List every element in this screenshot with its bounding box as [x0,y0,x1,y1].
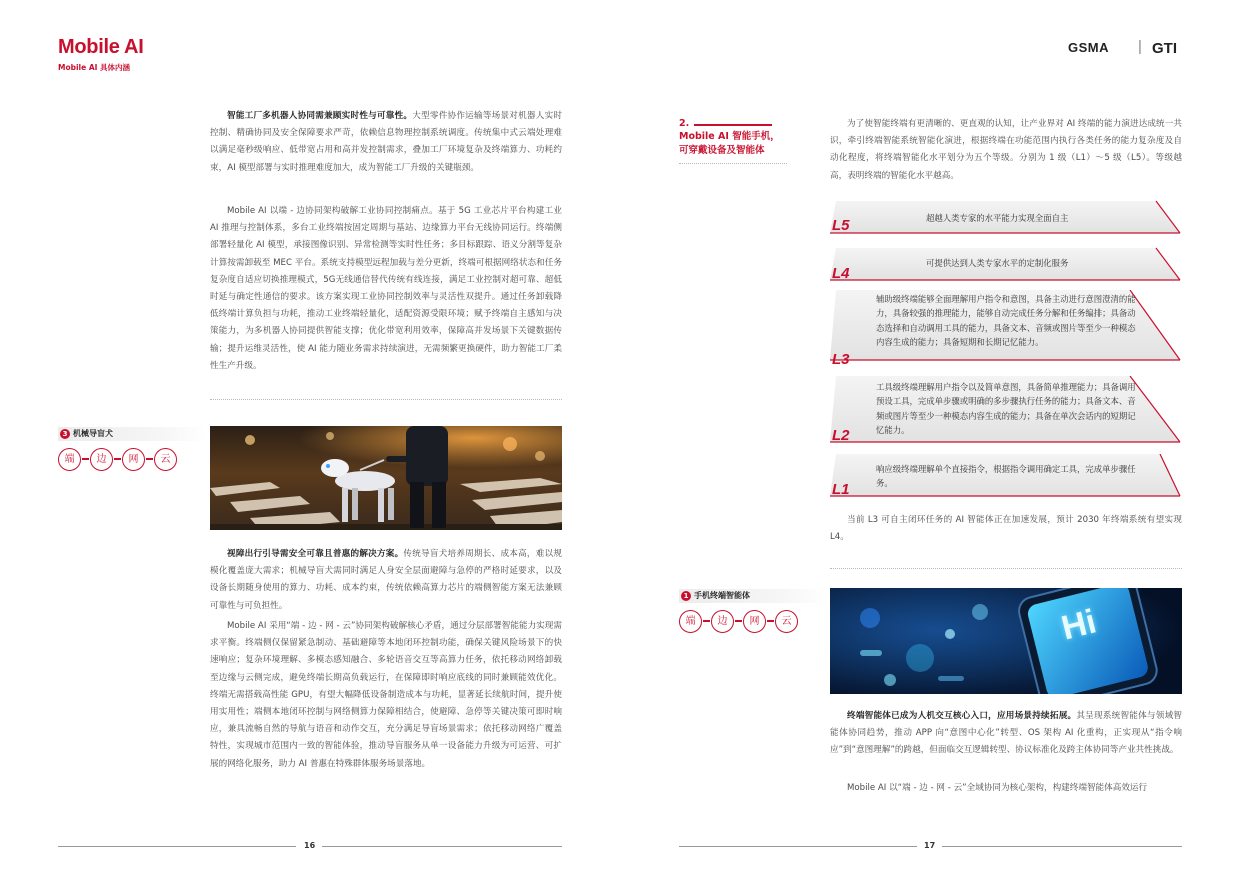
chip-device: 端 [679,610,702,633]
footer-rule-right [679,846,917,847]
chip-device: 端 [58,448,81,471]
paragraph-agent-entry [830,708,1182,760]
level-row-l4 [830,246,1182,288]
chip-cloud: 云 [154,448,177,471]
level-label: L3 [832,351,850,368]
level-description: 工具级终端理解用户指令以及简单意图，具备简单推理能力；具备调用预设工具，完成单步骤或明确的多步骤执行任务的能力；具备文本、音频或图片等至少一种模态内容生成的能力；具备在单次会话内的短期记忆能力。 [876,382,1136,435]
chip-connector [82,458,89,459]
section-tag-guide-dog [58,427,206,441]
page-number-left: 16 [304,841,316,850]
section-number: 2. [679,118,690,129]
gti-logo: GTI [1152,40,1177,57]
level-description: 响应级终端理解单个直接指令，根据指令调用确定工具，完成单步骤任务。 [876,464,1136,489]
level-label: L2 [832,427,850,444]
chip-connector [146,458,153,459]
section-tag-label: 机械导盲犬 [73,429,113,438]
section-number-badge: 3 [60,429,70,439]
gsma-logo: GSMA [1068,40,1109,55]
chip-cloud: 云 [775,610,798,633]
brand-title: Mobile AI [58,36,144,58]
section-divider [830,568,1182,569]
phone-screen-greeting: Hi [1057,602,1100,648]
chip-edge: 边 [711,610,734,633]
heading-divider [679,163,787,164]
section-heading: Mobile AI 智能手机，可穿戴设备及智能体 [679,131,780,156]
architecture-chips [679,609,798,633]
logo-separator: | [1138,38,1142,55]
paragraph-factory-challenge [210,108,562,177]
phone-hi-photo [830,588,1182,694]
level-description: 可提供达到人类专家水平的定制化服务 [926,258,1069,268]
paragraph-lead: 视障出行引导需安全可靠且普惠的解决方案。 [227,549,404,559]
level-label: L5 [832,217,850,234]
paragraph-factory-solution: Mobile AI 以端 - 边协同架构破解工业协同控制痛点。基于 5G 工业芯片平台构建工业 AI 推理与控制体系，多台工业终端按固定周期与基站、边缘算力平台无线协同运行。终端侧部署轻量化 AI 模型，承接图像识别、异常检测等实时性任务；多目标跟踪、语义分割等复杂计算按需卸载至 MEC 平台。系统支持模型远程加载与差分更新，终端可根据网络状态和任务复杂度自适应切换推理模式，5G无线通信替代传统有线连接，满足工业控制对超可靠、超低时延与确定性通信的要求。该方案实现工业协同控制效率与灵活性双提升。通过任务卸载降低终端计算负担与功耗，推动工业终端轻量化，适配资源受限环境；赋予终端自主感知与决策能力，为多机器人协同提供智能支撑；优化带宽利用效率，保障高并发场景下关键数据传输；提升运维灵活性，使 AI 能力随业务需求持续演进，无需频繁更换硬件，助力智能工厂柔性生产升级。 [210,206,562,371]
level-label: L4 [832,265,850,282]
paragraph-intro: 为了使智能终端有更清晰的、更直观的认知，让产业界对 AI 终端的能力演进达成统一共识，牵引终端智能系统智能化演进，根据终端在功能范围内执行各类任务的能力复杂度及自动化程度，将终端智能化水平划分为五个等级。分别为 1 级（L1）～5 级（L5）。等级越高，表明终端的智能化水平越高。 [830,119,1182,181]
paragraph-current-status: 当前 L3 可自主闭环任务的 AI 智能体正在加速发展，预计 2030 年终端系统有望实现 L4。 [830,515,1182,543]
phone-hi-illustration [830,588,1182,694]
robot-guide-dog-photo [210,426,562,530]
chip-connector [703,620,710,621]
section-tag-phone-agent [679,589,827,603]
architecture-chips [58,447,177,471]
heading-accent-bar [694,124,772,126]
paragraph-lead: 终端智能体已成为人机交互核心入口，应用场景持续拓展。 [847,711,1077,721]
robot-guide-dog-illustration [210,426,562,530]
paragraph-agent-architecture: Mobile AI 以“端 - 边 - 网 - 云”全域协同为核心架构，构建终端智能体高效运行 [847,783,1148,793]
page-number-right: 17 [924,841,936,850]
paragraph-body: 大型零件协作运输等场景对机器人实时控制、精确协同及安全保障要求严苛，依赖信息物理控制系统调度。传统集中式云端处理难以满足毫秒级响应、低带宽占用和高并发控制需求，叠加工厂环境复杂及终端算力、功耗约束，AI 模型部署与实时推理难度加大，成为智能工厂升级的关键瓶颈。 [210,111,562,173]
chip-connector [114,458,121,459]
footer-rule-right-2 [942,846,1182,847]
section-divider [210,399,562,400]
level-description: 超越人类专家的水平能力实现全面自主 [926,213,1069,223]
chip-network: 网 [122,448,145,471]
footer-rule-left-2 [322,846,562,847]
level-description: 辅助级终端能够全面理解用户指令和意图，具备主动进行意图澄清的能力，具备较强的推理能力，能够自动完成任务分解和任务编排；具备动态选择和自动调用工具的能力，具备文本、音频或图片等至少一种模态内容生成的能力；具备短期和长期记忆能力。 [876,294,1136,347]
level-row-l2 [830,376,1182,446]
section-number-badge: 1 [681,591,691,601]
chip-network: 网 [743,610,766,633]
level-row-l3 [830,290,1182,370]
chip-connector [767,620,774,621]
paragraph-lead: 智能工厂多机器人协同需兼顾实时性与可靠性。 [227,111,413,121]
paragraph-guide-solution: Mobile AI 采用“端 - 边 - 网 - 云”协同架构破解核心矛盾，通过分层部署智能能力实现需求平衡。终端侧仅保留紧急制动、基础避障等本地闭环控制功能，确保关键风险场景下的快速响应；复杂环境理解、多模态感知融合、多轮语音交互等高算力任务，依托移动网络卸载至边缘与云侧完成，避免终端长期高负载运行，在保障即时响应底线的同时兼顾能效优化。终端无需搭载高性能 GPU，有望大幅降低设备制造成本与功耗，显著延长续航时间，提升使用实用性；端侧本地闭环控制与网络侧算力保障相结合，使避障、急停等关键决策可即时响应，兼具流畅自然的导航与语音和动作交互，充分满足导盲场景需求；依托移动网络广覆盖特性，实现城市范围内一致的智能体验，推动导盲服务从单一设备能力升级为可运营、可扩展的网络化服务，助力 AI 普惠在特殊群体服务场景落地。 [210,621,562,769]
section-tag-label: 手机终端智能体 [694,591,750,600]
level-row-l1 [830,454,1182,500]
paragraph-body: 传统导盲犬培养周期长、成本高，难以规模化覆盖庞大需求；机械导盲犬需同时满足人身安全层面避障与急停的严格时延要求，以及设备长期随身使用的算力、功耗、成本约束，传统依赖高算力芯片的端侧智能方案无法兼顾可靠性与可负担性。 [210,549,562,611]
level-row-l5 [830,197,1182,239]
footer-rule-left [58,846,296,847]
paragraph-body: 其呈现系统智能体与领域智能体协同趋势，推动 APP 向“意图中心化”转型、OS 架构 AI 化重构，正实现从“指令响应”到“意图理解”的跨越，但面临交互逻辑转型、协议标准化及跨主体协同等产业共性挑战。 [830,711,1182,756]
chip-edge: 边 [90,448,113,471]
level-label: L1 [832,481,850,498]
paragraph-guide-challenge [210,546,562,615]
chip-connector [735,620,742,621]
brand-subtitle: Mobile AI 具体内涵 [58,63,131,72]
